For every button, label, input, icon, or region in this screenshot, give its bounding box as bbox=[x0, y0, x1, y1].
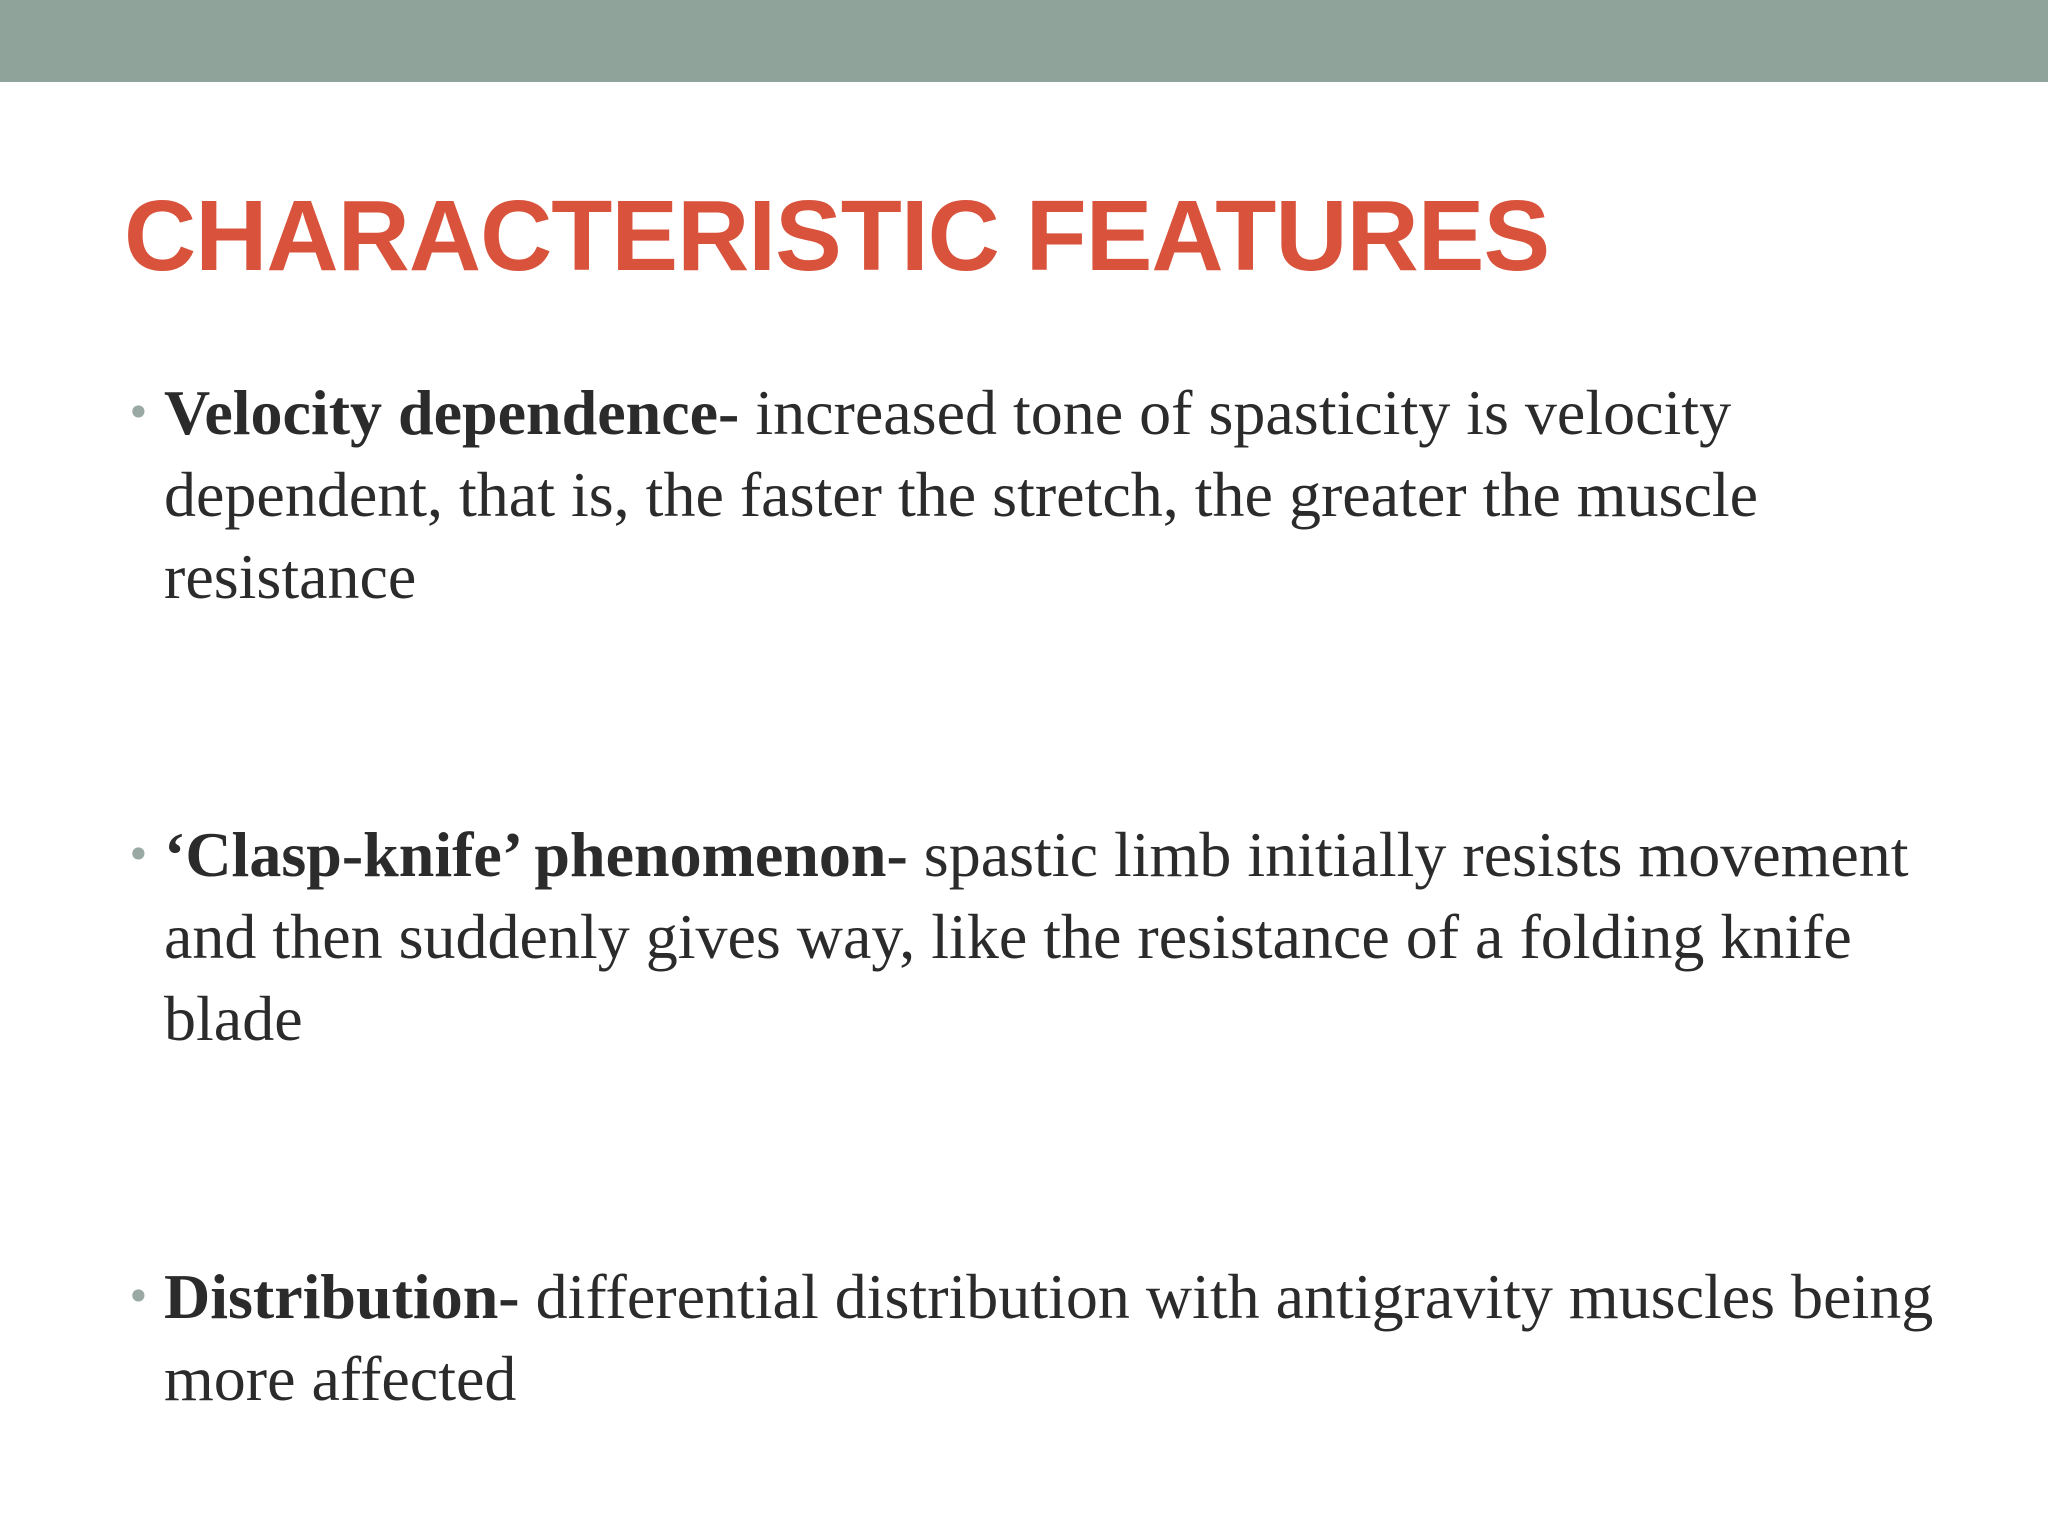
bullet-term: ‘Clasp-knife’ phenomenon- bbox=[164, 819, 908, 890]
bullet-list bbox=[122, 372, 1962, 1420]
bullet-text: increased tone of spasticity is velocity dependent, that is, the faster the stretch, the greater the muscle resistance bbox=[164, 377, 1759, 612]
bullet-item-clasp-knife bbox=[122, 814, 1962, 1060]
bullet-text: spastic limb initially resists movement and then suddenly gives way, like the resistance of a folding knife blade bbox=[164, 819, 1909, 1054]
header-bar bbox=[0, 0, 2048, 82]
bullet-item-distribution bbox=[122, 1256, 1962, 1420]
bullet-text: differential distribution with antigravity muscles being more affected bbox=[164, 1261, 1934, 1414]
bullet-dot-icon: • bbox=[126, 1272, 151, 1321]
bullet-term: Distribution- bbox=[164, 1261, 520, 1332]
bullet-dot-icon: • bbox=[126, 388, 151, 437]
slide-title: CHARACTERISTIC FEATURES bbox=[124, 180, 1550, 292]
bullet-item-velocity-dependence bbox=[122, 372, 1962, 618]
bullet-dot-icon: • bbox=[126, 830, 151, 879]
bullet-term: Velocity dependence- bbox=[164, 377, 740, 448]
